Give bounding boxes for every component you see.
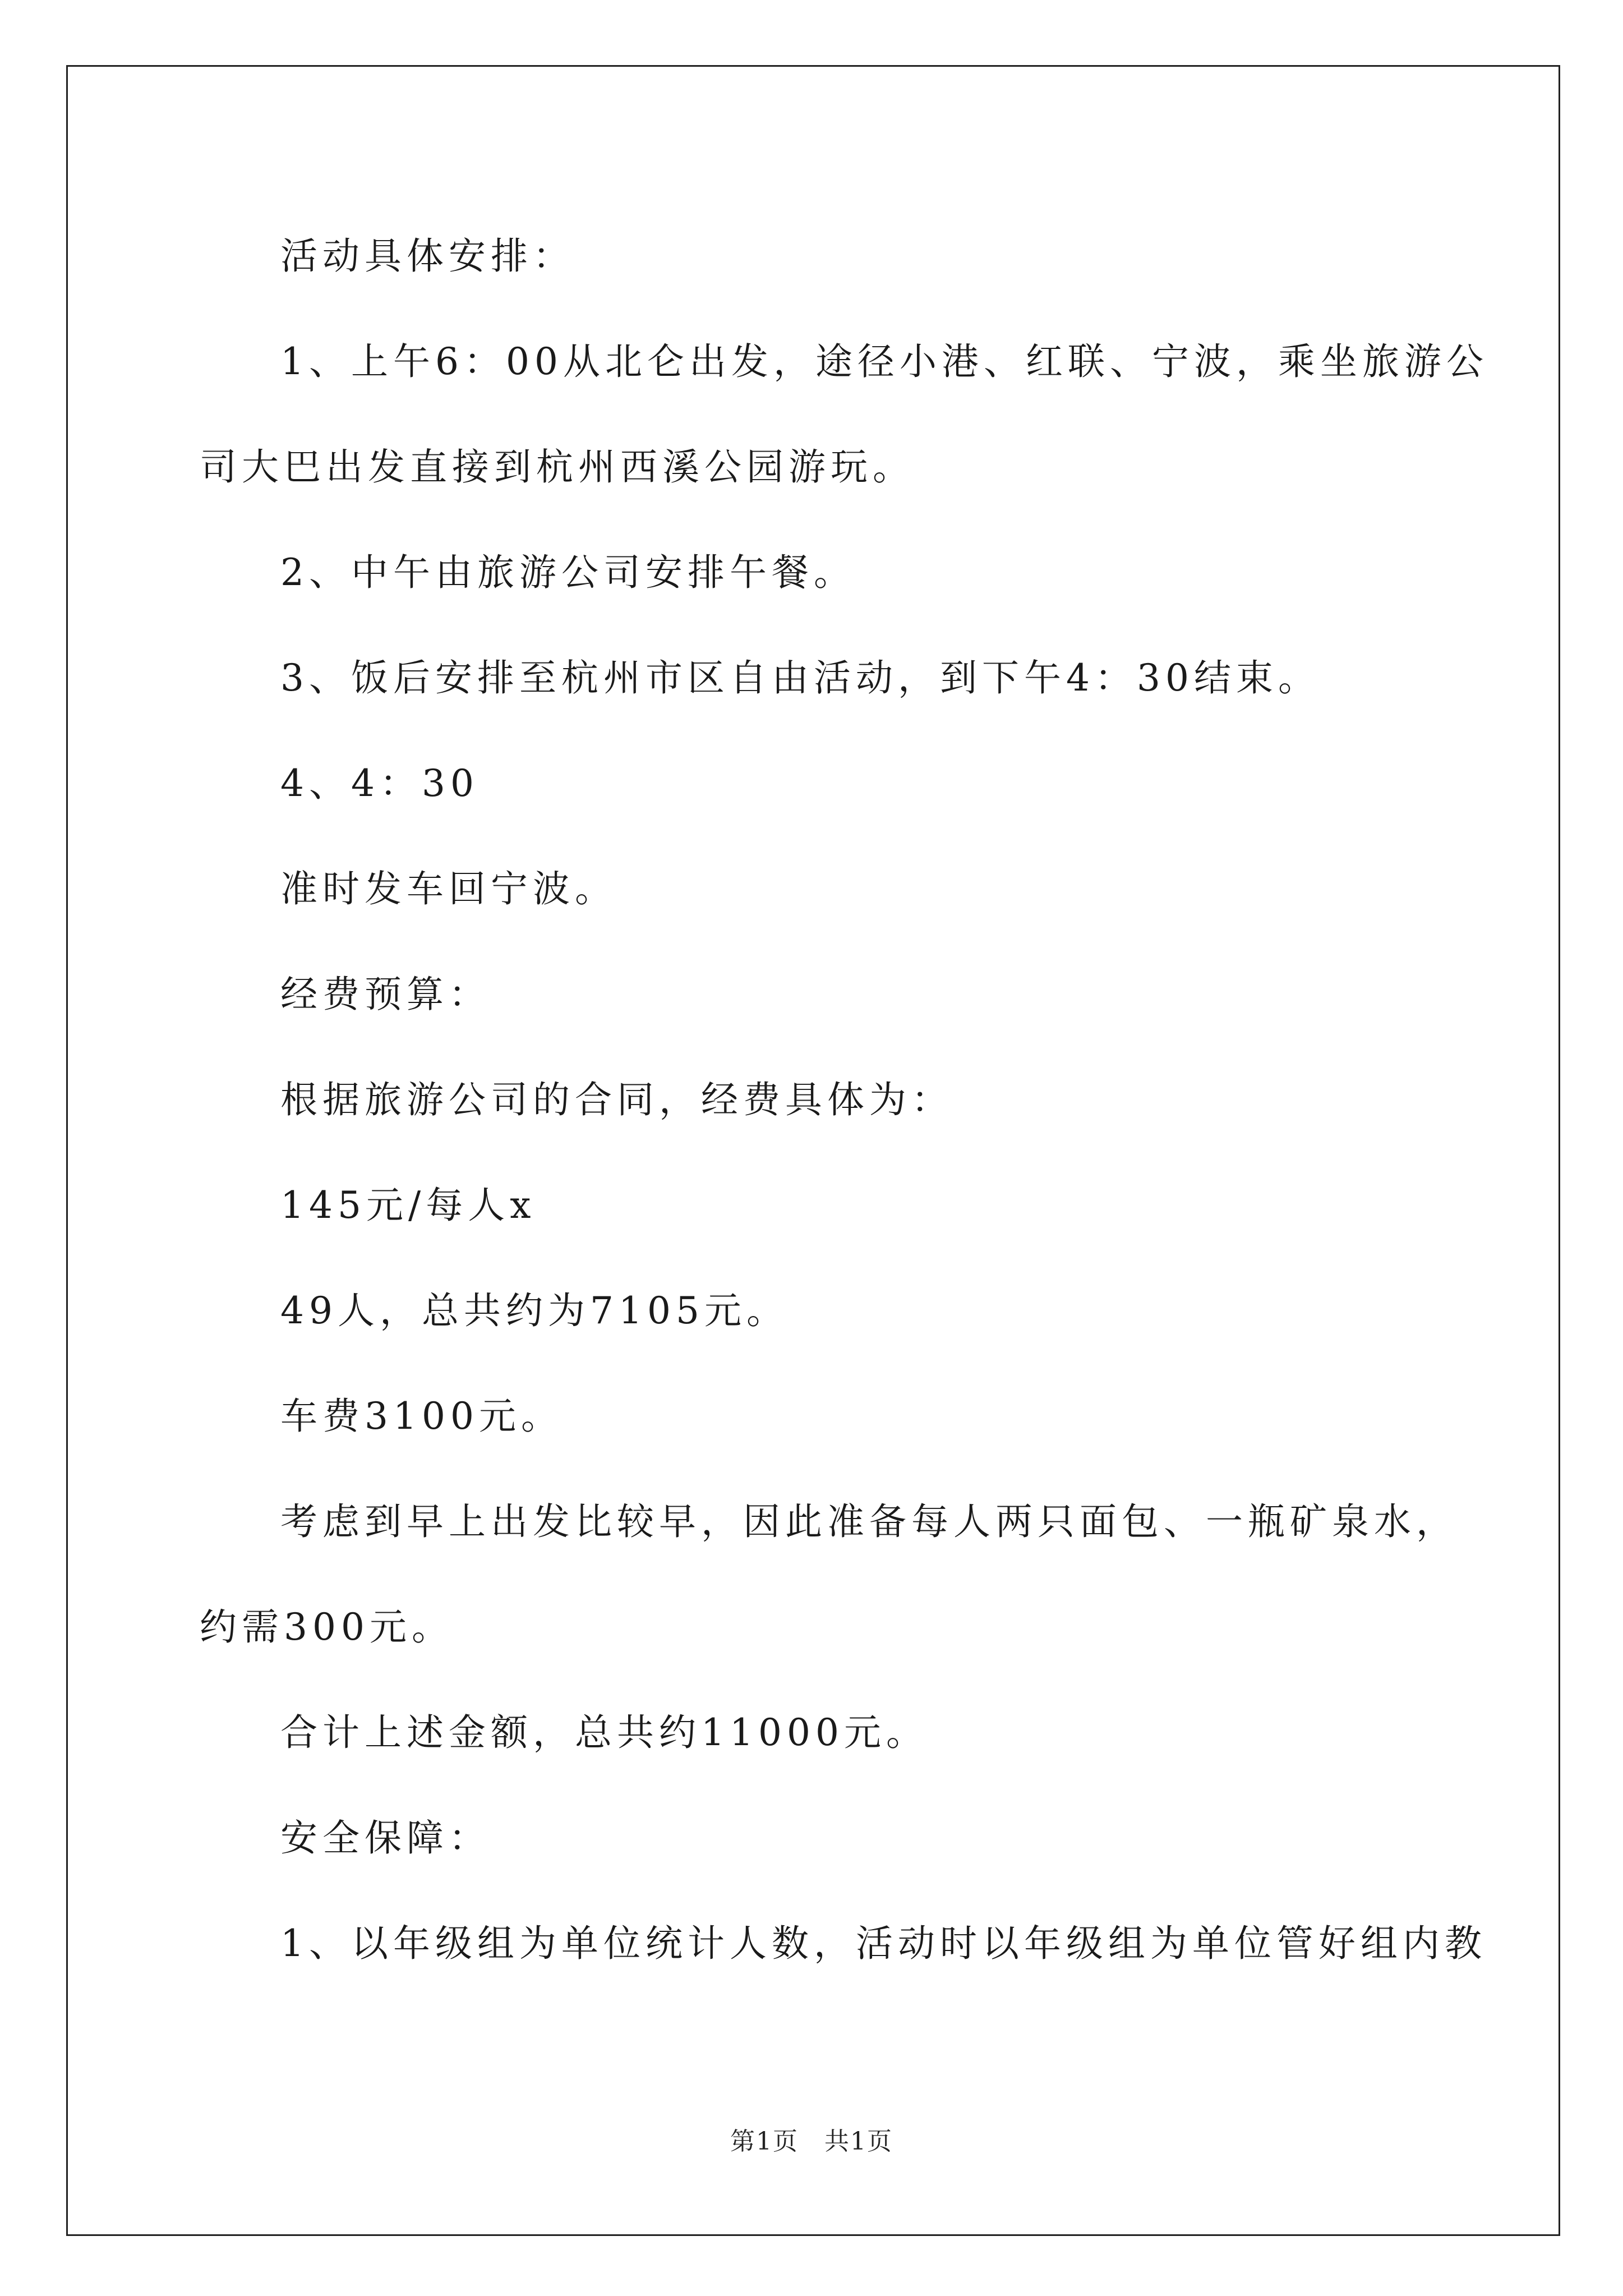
text-line: 145元/每人x: [280, 1184, 536, 1227]
text-line: 经费预算：: [280, 973, 491, 1016]
page-border: [66, 65, 1560, 2236]
text-line: 准时发车回宁波。: [280, 867, 617, 910]
text-line: 活动具体安排：: [280, 234, 575, 278]
text-line: 4、4：30: [280, 762, 479, 805]
text-line: 49人，总共约为7105元。: [280, 1289, 789, 1332]
text-line: 2、中午由旅游公司安排午餐。: [280, 551, 856, 594]
text-line: 安全保障：: [280, 1816, 491, 1860]
text-line: 约需300元。: [200, 1605, 454, 1649]
text-line: 1、以年级组为单位统计人数，活动时以年级组为单位管好组内教: [280, 1922, 1487, 1965]
text-line: 合计上述金额，总共约11000元。: [280, 1711, 928, 1754]
page-footer: 第1页 共1页: [730, 2127, 893, 2156]
text-line: 司大巴出发直接到杭州西溪公园游玩。: [200, 445, 915, 489]
text-line: 考虑到早上出发比较早，因此准备每人两只面包、一瓶矿泉水，: [280, 1500, 1458, 1543]
text-line: 3、饭后安排至杭州市区自由活动，到下午4：30结束。: [280, 656, 1320, 700]
text-line: 车费3100元。: [280, 1395, 563, 1438]
text-line: 根据旅游公司的合同，经费具体为：: [280, 1078, 953, 1121]
text-line: 1、上午6：00从北仑出发，途径小港、红联、宁波，乘坐旅游公: [280, 340, 1488, 383]
